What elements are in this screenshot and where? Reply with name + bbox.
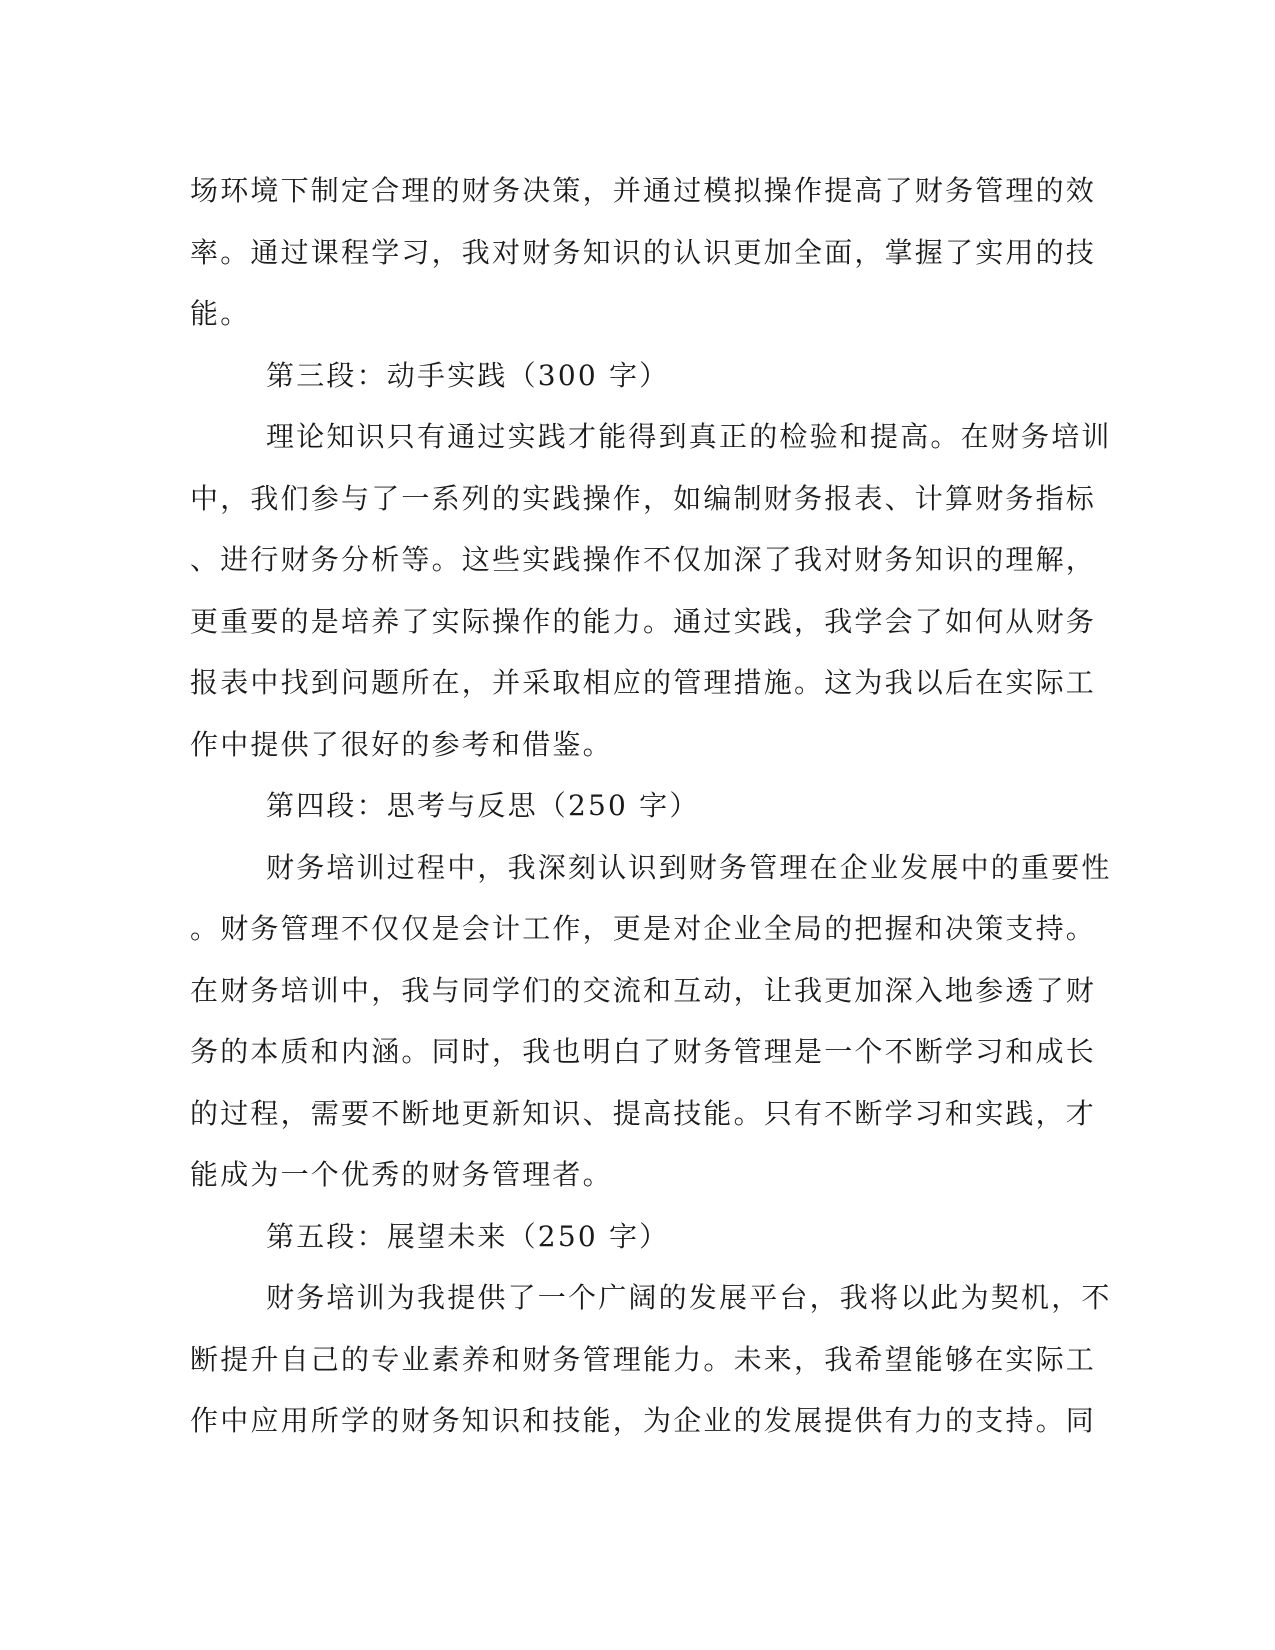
text-line: 在财务培训中，我与同学们的交流和互动，让我更加深入地参透了财 (190, 973, 1097, 1007)
text-line: 理论知识只有通过实践才能得到真正的检验和提高。在财务培训 (266, 420, 1112, 453)
text-line: 的过程，需要不断地更新知识、提高技能。只有不断学习和实践，才 (190, 1096, 1097, 1130)
section-heading-3: 第三段：动手实践（300 字） (266, 358, 670, 392)
document-body (190, 160, 1112, 1452)
text-line: 报表中找到问题所在，并采取相应的管理措施。这为我以后在实际工 (190, 666, 1097, 699)
text-line: 作中应用所学的财务知识和技能，为企业的发展提供有力的支持。同 (190, 1404, 1097, 1437)
section-heading-5: 第五段：展望未来（250 字） (266, 1219, 670, 1253)
text-line: 断提升自己的专业素养和财务管理能力。未来，我希望能够在实际工 (190, 1342, 1097, 1376)
text-line: 。财务管理不仅仅是会计工作，更是对企业全局的把握和决策支持。 (190, 912, 1097, 945)
section-heading-4: 第四段：思考与反思（250 字） (266, 789, 700, 822)
text-line: 能。 (190, 297, 251, 330)
text-line: 务的本质和内涵。同时，我也明白了财务管理是一个不断学习和成长 (190, 1035, 1097, 1068)
text-line: 财务培训过程中，我深刻认识到财务管理在企业发展中的重要性 (266, 850, 1112, 884)
text-line: 更重要的是培养了实际操作的能力。通过实践，我学会了如何从财务 (190, 604, 1097, 638)
text-line: 、进行财务分析等。这些实践操作不仅加深了我对财务知识的理解， (190, 543, 1097, 576)
text-line: 作中提供了很好的参考和借鉴。 (190, 727, 613, 761)
text-line: 场环境下制定合理的财务决策，并通过模拟操作提高了财务管理的效 (190, 174, 1097, 207)
text-line: 中，我们参与了一系列的实践操作，如编制财务报表、计算财务指标 (190, 481, 1097, 515)
text-line: 能成为一个优秀的财务管理者。 (190, 1158, 613, 1191)
text-line: 财务培训为我提供了一个广阔的发展平台，我将以此为契机，不 (266, 1281, 1112, 1314)
text-line: 率。通过课程学习，我对财务知识的认识更加全面，掌握了实用的技 (190, 235, 1097, 269)
